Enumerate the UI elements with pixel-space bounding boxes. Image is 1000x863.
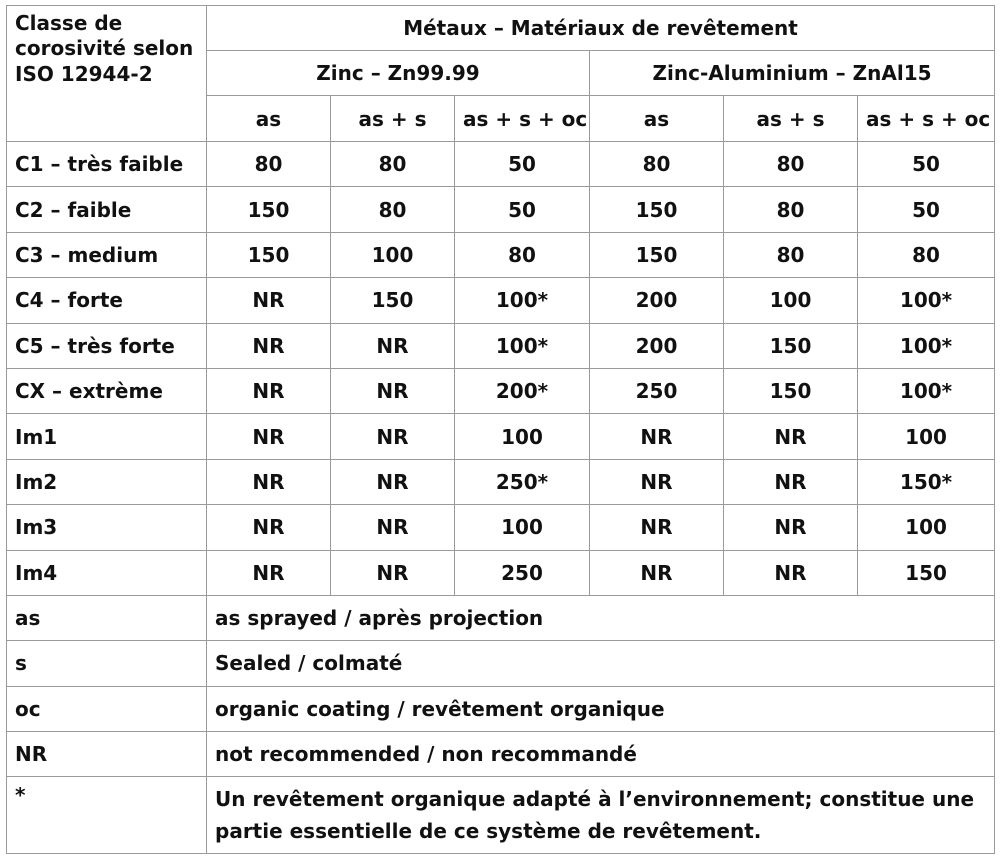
table-cell: NR (724, 414, 858, 459)
table-cell: 250* (455, 459, 590, 504)
row-label: C3 – medium (7, 232, 207, 277)
table-cell: 50 (858, 142, 995, 187)
legend-text: organic coating / revêtement organique (207, 686, 995, 731)
subcol-header: as + s (724, 96, 858, 142)
table-cell: 80 (455, 232, 590, 277)
table-cell: 100 (455, 505, 590, 550)
table-cell: 250 (590, 368, 724, 413)
subcol-header: as + s (331, 96, 455, 142)
table-cell: 200* (455, 368, 590, 413)
corrosivity-class-header: Classe de corosivité selon ISO 12944-2 (7, 6, 207, 142)
legend-row (7, 595, 995, 640)
subcol-header: as (207, 96, 331, 142)
legend-footnote-text: Un revêtement organique adapté à l’environnement; constitue une partie essentielle de ce système de revêtement. (207, 777, 995, 854)
row-label: C4 – forte (7, 278, 207, 323)
table-cell: NR (207, 550, 331, 595)
subcol-header: as + s + oc (858, 96, 995, 142)
table-row (7, 232, 995, 277)
subcol-header: as (590, 96, 724, 142)
table-cell: NR (724, 550, 858, 595)
table-cell: 50 (858, 187, 995, 232)
table-cell: 50 (455, 142, 590, 187)
table-cell: 100 (724, 278, 858, 323)
table-cell: NR (331, 505, 455, 550)
table-cell: 80 (331, 187, 455, 232)
row-label: C2 – faible (7, 187, 207, 232)
table-cell: NR (207, 278, 331, 323)
table-cell: NR (207, 459, 331, 504)
table-cell: 80 (724, 232, 858, 277)
table-cell: 150 (858, 550, 995, 595)
table-cell: 150 (207, 232, 331, 277)
subcol-header: as + s + oc (455, 96, 590, 142)
group-header: Métaux – Matériaux de revêtement (207, 6, 995, 51)
table-cell: 100* (858, 278, 995, 323)
table-cell: NR (590, 459, 724, 504)
material-header-zinc: Zinc – Zn99.99 (207, 51, 590, 96)
table-cell: 80 (724, 187, 858, 232)
legend-text: Sealed / colmaté (207, 641, 995, 686)
table-cell: NR (207, 414, 331, 459)
table-cell: 100 (858, 505, 995, 550)
table-row (7, 505, 995, 550)
table-row (7, 278, 995, 323)
table-row (7, 142, 995, 187)
header-row-group (7, 6, 995, 51)
legend-row (7, 641, 995, 686)
legend-key: NR (7, 732, 207, 777)
table-cell: NR (207, 505, 331, 550)
legend-key: oc (7, 686, 207, 731)
table-cell: NR (331, 323, 455, 368)
table-cell: 150 (724, 323, 858, 368)
row-label: Im2 (7, 459, 207, 504)
legend-text: not recommended / non recommandé (207, 732, 995, 777)
row-label: Im3 (7, 505, 207, 550)
table-cell: 100* (858, 368, 995, 413)
legend-row (7, 686, 995, 731)
table-row (7, 323, 995, 368)
table-cell: 150 (331, 278, 455, 323)
table-cell: 50 (455, 187, 590, 232)
table-cell: 200 (590, 323, 724, 368)
table-row (7, 187, 995, 232)
table-cell: 150 (590, 232, 724, 277)
table-row (7, 368, 995, 413)
table-body (7, 6, 995, 854)
table-row (7, 414, 995, 459)
row-label: CX – extrème (7, 368, 207, 413)
row-label: Im4 (7, 550, 207, 595)
legend-key: as (7, 595, 207, 640)
table-cell: NR (331, 414, 455, 459)
table-cell: 100 (331, 232, 455, 277)
legend-row (7, 732, 995, 777)
legend-key: * (7, 777, 207, 854)
table-cell: 80 (858, 232, 995, 277)
table-cell: NR (331, 459, 455, 504)
table-cell: 150 (590, 187, 724, 232)
table-row (7, 550, 995, 595)
row-label: C1 – très faible (7, 142, 207, 187)
table-cell: NR (724, 459, 858, 504)
table-cell: 80 (207, 142, 331, 187)
table-cell: NR (590, 505, 724, 550)
table-cell: NR (590, 550, 724, 595)
table-cell: 200 (590, 278, 724, 323)
material-header-zinc-aluminium: Zinc-Aluminium – ZnAl15 (590, 51, 995, 96)
table-cell: 80 (590, 142, 724, 187)
legend-key: s (7, 641, 207, 686)
table-cell: 100 (858, 414, 995, 459)
table-cell: 80 (331, 142, 455, 187)
coating-thickness-table (6, 5, 995, 854)
table-cell: 150* (858, 459, 995, 504)
table-cell: 100 (455, 414, 590, 459)
table-cell: NR (331, 368, 455, 413)
table-cell: 250 (455, 550, 590, 595)
table-cell: NR (590, 414, 724, 459)
legend-text: as sprayed / après projection (207, 595, 995, 640)
row-label: Im1 (7, 414, 207, 459)
legend-row-footnote (7, 777, 995, 854)
table-cell: 150 (207, 187, 331, 232)
table-cell: NR (331, 550, 455, 595)
table-cell: NR (724, 505, 858, 550)
table-cell: NR (207, 368, 331, 413)
table-cell: NR (207, 323, 331, 368)
table-cell: 100* (455, 323, 590, 368)
table-cell: 100* (455, 278, 590, 323)
row-label: C5 – très forte (7, 323, 207, 368)
table-cell: 100* (858, 323, 995, 368)
table-row (7, 459, 995, 504)
table-cell: 80 (724, 142, 858, 187)
table-cell: 150 (724, 368, 858, 413)
